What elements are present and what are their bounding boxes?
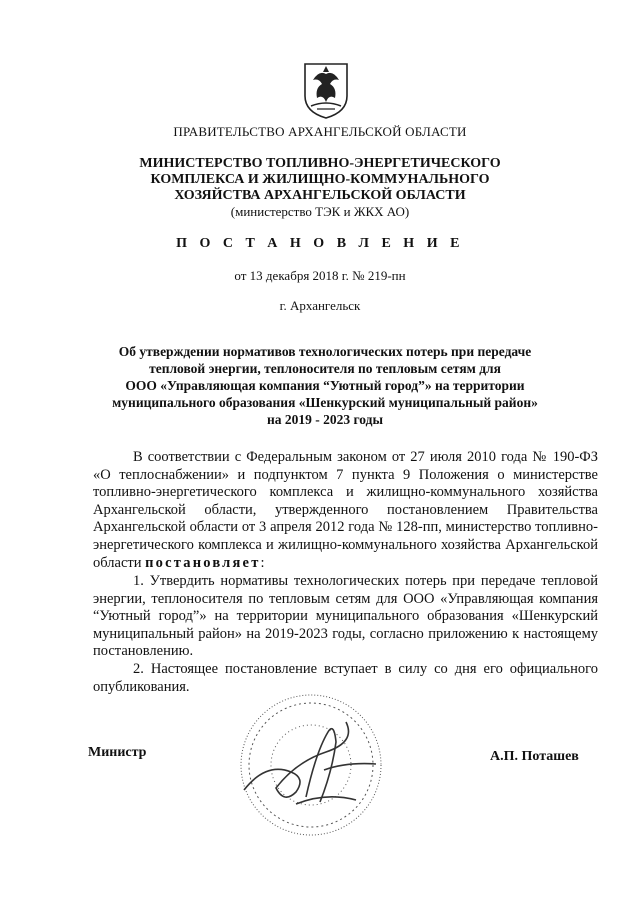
- preamble-text: В соответствии с Федеральным законом от 27 июля 2010 года № 190-ФЗ «О теплоснабжении» и подпунктом 7 пункта 9 Положения о министерстве топливно-энергетического комплекса и жилищно-коммунального хозяйства Архангельской области, утвержденного постановлением Правительства Архангельской области от 3 апреля 2012 года № 128-пп, министерство топливно-энергетического комплекса и жилищно-коммунального хозяйства Архангельской области: [93, 449, 598, 571]
- preamble-end: :: [260, 554, 265, 571]
- ministry-abbreviation: (министерство ТЭК и ЖКХ АО): [230, 204, 410, 219]
- ministry-name: [0, 156, 640, 204]
- ministry-name-line: КОМПЛЕКСА И ЖИЛИЩНО-КОММУНАЛЬНОГО: [150, 172, 490, 187]
- signatory-name: А.П. Поташев: [490, 749, 579, 764]
- document-title: [90, 343, 560, 428]
- clause-2-paragraph: 2. Настоящее постановление вступает в силу со дня его официального опубликования.: [93, 661, 598, 695]
- preamble-paragraph: [93, 449, 598, 572]
- ministry-name-line: МИНИСТЕРСТВО ТОПЛИВНО-ЭНЕРГЕТИЧЕСКОГО: [139, 156, 501, 171]
- title-line: муниципального образования «Шенкурский муниципальный район»: [112, 395, 538, 410]
- title-line: на 2019 - 2023 годы: [266, 412, 384, 427]
- clause-1-paragraph: 1. Утвердить нормативы технологических потерь при передаче тепловой энергии, теплоносителя по тепловым сетям для ООО «Управляющая компания “Уютный город”» на территории муниципального образования «Шенкурский муниципальный район» на 2019-2023 годы, согласно приложению к настоящему постановлению.: [93, 573, 598, 660]
- document-type: П О С Т А Н О В Л Е Н И Е: [176, 236, 464, 251]
- signatory-position: Министр: [88, 745, 147, 760]
- government-name: ПРАВИТЕЛЬСТВО АРХАНГЕЛЬСКОЙ ОБЛАСТИ: [173, 124, 467, 139]
- coat-of-arms-emblem-icon: [303, 62, 349, 120]
- title-line: тепловой энергии, теплоносителя по тепловым сетям для: [149, 361, 501, 376]
- resolves-keyword: постановляет: [145, 554, 261, 571]
- seal-stamp-icon: [236, 692, 386, 838]
- title-line: Об утверждении нормативов технологических потерь при передаче: [118, 344, 532, 359]
- title-line: ООО «Управляющая компания “Уютный город”» на территории: [125, 378, 525, 393]
- document-date-number: от 13 декабря 2018 г. № 219-пн: [234, 268, 406, 283]
- ministry-name-line: ХОЗЯЙСТВА АРХАНГЕЛЬСКОЙ ОБЛАСТИ: [174, 188, 466, 203]
- document-city: г. Архангельск: [279, 298, 361, 313]
